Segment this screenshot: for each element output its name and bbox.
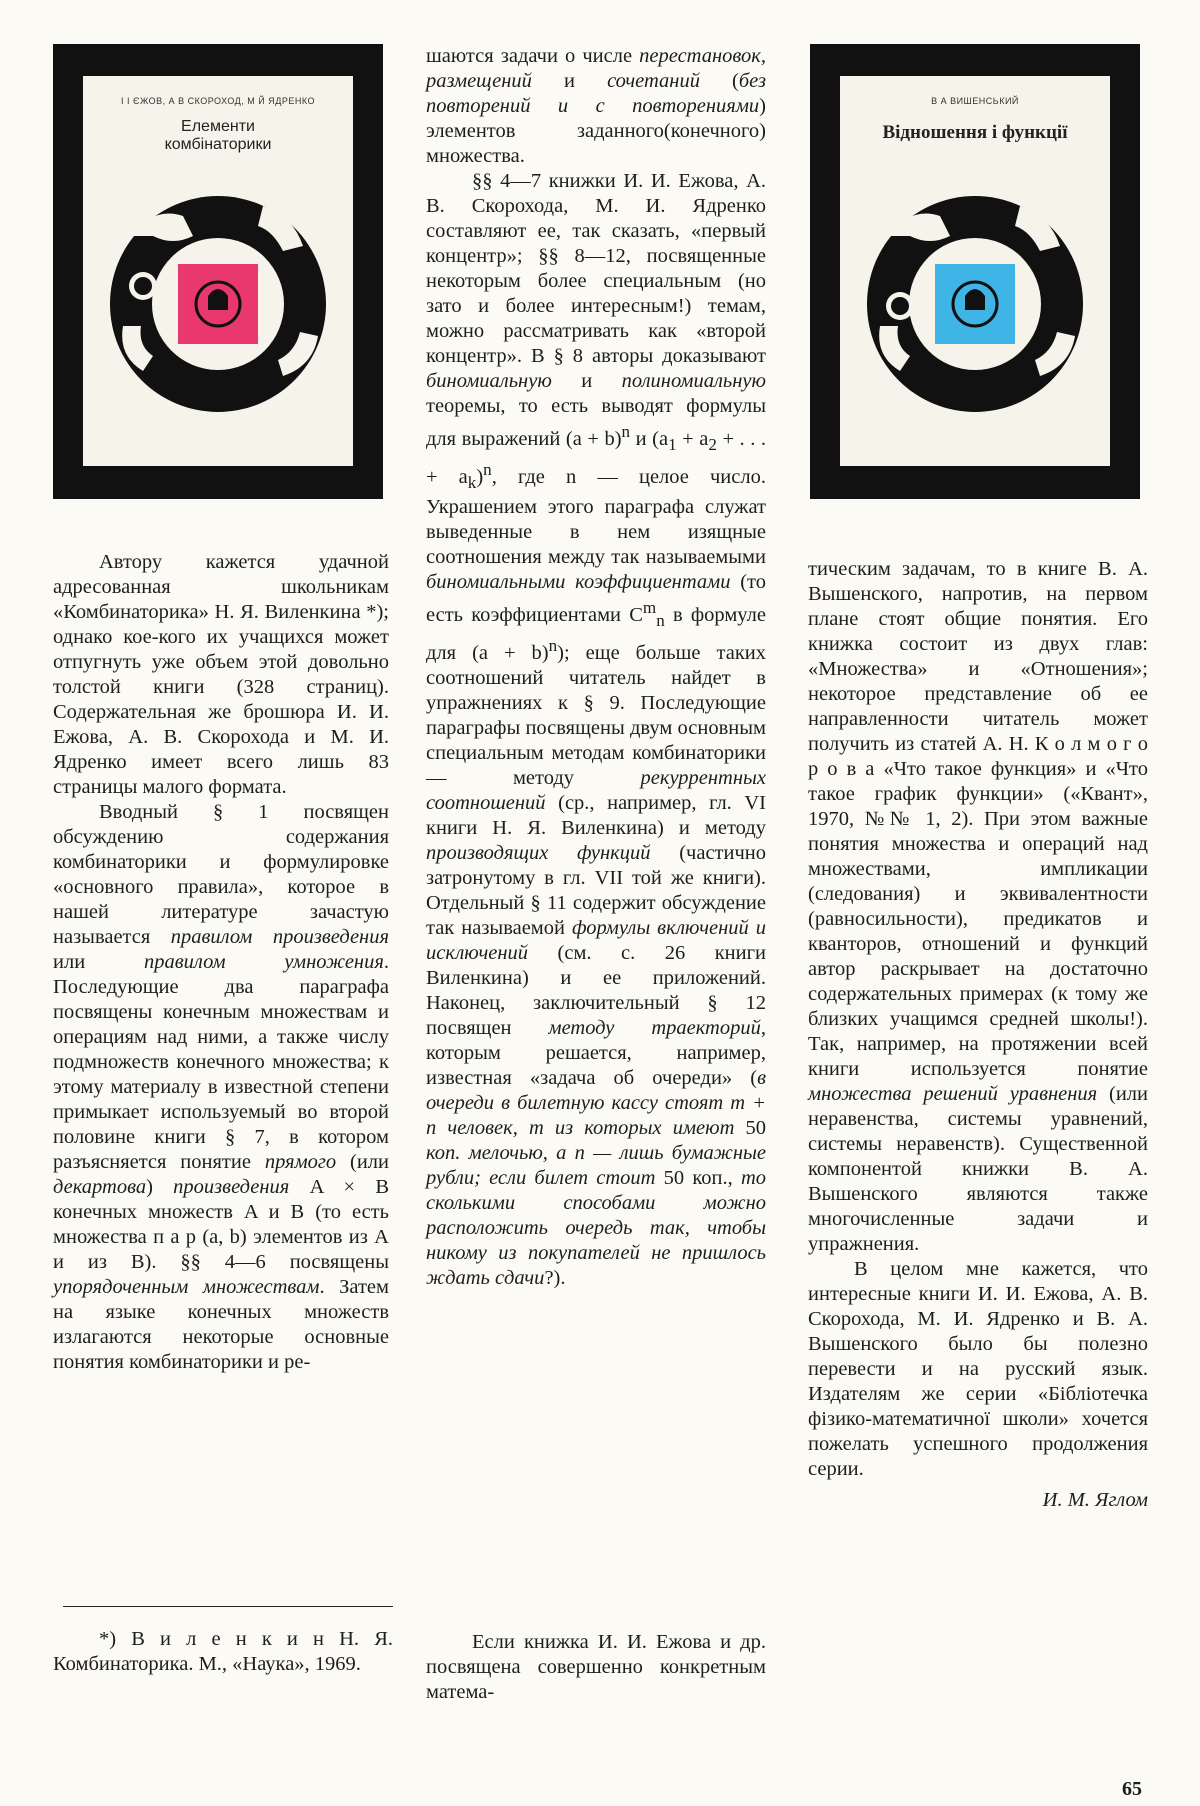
author-signature: И. М. Яглом <box>1042 1489 1148 1511</box>
column-middle-bottom <box>426 1630 766 1705</box>
paragraph: §§ 4—7 книжки И. И. Ежова, А. В. Скорохода, М. И. Ядренко составляют ее, так сказать, «первый концентр»; §§ 8—12, посвященные некоторым более специальным (но зато и более интересным!) темам, можно рассматривать как «второй концентр». В § 8 авторы доказывают биномиальную и полиномиальную теоремы, то есть выводят формулы для выражений $(a + b)^n$ и ($a_1 + a_2$ + . . . + $a_k)^n$, где n — целое число. Украшением этого параграфа служат выведенные в нем изящные соотношения между так называемыми биномиальными коэффициентами (то есть коэффициентами $C^m_n$ в формуле для $(a + b)^n$); еще больше таких соотношений читатель найдет в упражнениях к § 9. Последующие параграфы посвящены двум основным специальным методам комбинаторики — методу рекуррентных соотношений (ср., например, гл. VI книги Н. Я. Виленкина) и методу производящих функций (частично затронутому в гл. VII той же книги). Отдельный § 11 содержит обсуждение так называемой формулы включений и исключений (см. с. 26 книги Виленкина) и ее приложений. Наконец, заключительный § 12 посвящен методу траекторий, которым решается, например, известная «задача об очереди» (в очереди в билетную кассу стоят m + n человек, m из которых имеют 50 коп. мелочью, а n — лишь бумажные рубли; если билет стоит 50 коп., то сколькими способами можно расположить очередь так, чтобы никому из покупателей не пришлось ждать сдачи?). <box>426 170 767 1289</box>
cover-ornament-illustration <box>860 176 1090 426</box>
paragraph: Если книжка И. И. Ежова и др. посвящена совершенно конкретным матема- <box>426 1631 766 1703</box>
paragraph: В целом мне кажется, что интересные книги И. И. Ежова, А. В. Скорохода, М. И. Ядренко и В. А. Вышенского было бы полезно перевести и на русский язык. Издателям же серии «Бібліотечка фізико-математичної школи» хочется пожелать успешного продолжения серии. <box>808 1258 1148 1480</box>
cover-ornament-illustration <box>103 176 333 426</box>
cover-title: Елементи комбінаторики <box>164 118 272 153</box>
paragraph: Вводный § 1 посвящен обсуждению содержания комбинаторики и формулировке «основного правила», которое в нашей литературе зачастую называется правилом произведения или правилом умножения. Последующие два параграфа посвящены конечным множествам и операциям над ними, а также числу подмножеств конечного множества; к этому материалу в известной степени примыкает используемый во второй половине книги § 7, в котором разъясняется понятие прямого (или декартова) произведения A × B конечных множеств A и B (то есть множества п а р (a, b) элементов из A и из B). §§ 4—6 посвящены упорядоченным множествам. Затем на языке конечных множеств излагаются некоторые основные понятия комбинаторики и ре- <box>53 801 389 1373</box>
footnote-divider <box>63 1606 393 1607</box>
paragraph: Автору кажется удачной адресованная школьникам «Комбинаторика» Н. Я. Виленкина *); однако кое-кого их учащихся может отпугнуть уже объем этой довольно толстой книги (328 страниц). Содержательная же брошюра И. И. Ежова, А. В. Скорохода и М. И. Ядренко имеет всего лишь 83 страницы малого формата. <box>53 551 389 798</box>
page-number: 65 <box>1122 1778 1142 1800</box>
cover-page <box>840 76 1110 466</box>
cover-page <box>83 76 353 466</box>
paragraph: тическим задачам, то в книге В. А. Вышенского, напротив, на первом плане стоят общие понятия. Его книжка состоит из двух глав: «Множества» и «Отношения»; некоторое представление об ее направленности читатель может получить из статей А. Н. К о л м о г о р о в а «Что такое функция» и «Что такое график функции» («Квант», 1970, №№ 1, 2). При этом важные понятия множества и операций над множествами, импликации (следования) и эквивалентности (равносильности), предикатов и кванторов, отношений и функций автор раскрывает на достаточно содержательных примерах (к тому же близких учащимся средней школы!). Так, например, на протяжении всей книги используется понятие множества решений уравнения (или неравенства, системы уравнений, системы неравенств). Существенной компонентой книжки В. А. Вышенского являются также многочисленные задачи и упражнения. <box>808 558 1148 1255</box>
cover-title: Відношення і функції <box>882 122 1068 143</box>
cover-authors: В А ВИШЕНСЬКИЙ <box>931 96 1019 106</box>
column-left <box>53 550 389 1375</box>
paragraph: шаются задачи о числе перестановок, размещений и сочетаний (без повторений и с повторениями) элементов заданного(конечного) множества. <box>426 45 766 167</box>
footnote: *) В и л е н к и н Н. Я. Комбинаторика. М., «Наука», 1969. <box>53 1628 393 1675</box>
cover-authors: І І ЄЖОВ, А В СКОРОХОД, М Й ЯДРЕНКО <box>121 96 315 106</box>
column-right <box>808 557 1148 1513</box>
book-cover-kombinatoriki <box>53 44 383 499</box>
book-cover-vidnoshennya <box>810 44 1140 499</box>
column-middle <box>426 44 766 1291</box>
